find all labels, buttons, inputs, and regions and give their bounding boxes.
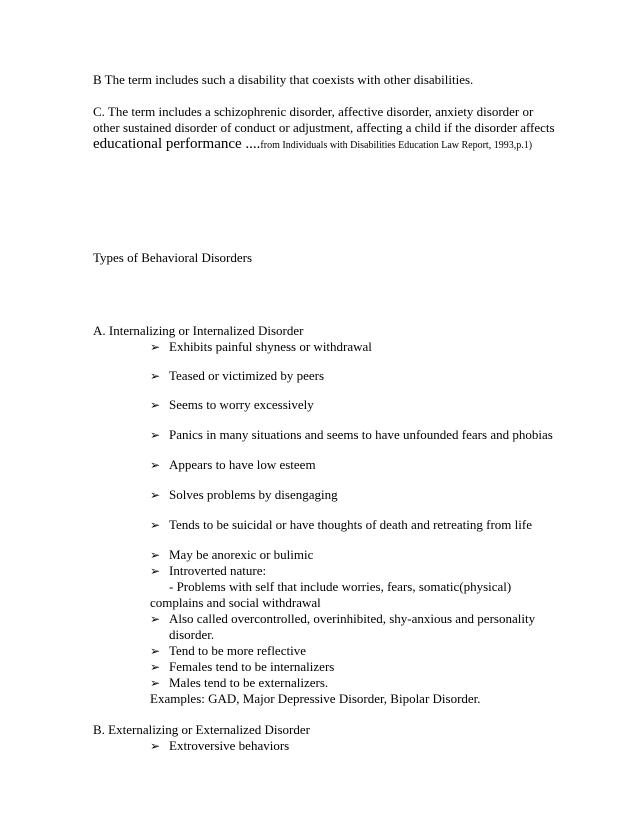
arrow-bullet-icon: ➢	[150, 644, 161, 658]
section-heading: Types of Behavioral Disorders	[93, 250, 253, 265]
arrow-bullet-icon: ➢	[150, 488, 161, 502]
arrow-bullet-icon: ➢	[150, 564, 161, 578]
arrow-bullet-icon: ➢	[150, 369, 161, 383]
introverted-detail-cont: complains and social withdrawal	[150, 595, 321, 610]
list-item: ➢ Introverted nature:	[150, 563, 267, 578]
arrow-bullet-icon: ➢	[150, 676, 161, 690]
examples-line: Examples: GAD, Major Depressive Disorder, Bipolar Disorder.	[150, 691, 481, 706]
arrow-bullet-icon: ➢	[150, 660, 161, 674]
paragraph-c-line1: C. The term includes a schizophrenic disorder, affective disorder, anxiety disorder or	[93, 104, 534, 119]
paragraph-c-line2: other sustained disorder of conduct or adjustment, affecting a child if the disorder affects	[93, 120, 555, 135]
list-item: ➢ Panics in many situations and seems to have unfounded fears and phobias	[150, 427, 553, 442]
arrow-bullet-icon: ➢	[150, 398, 161, 412]
list-item: ➢ Males tend to be externalizers.	[150, 675, 329, 690]
list-item: ➢ Extroversive behaviors	[150, 738, 290, 753]
citation: from Individuals with Disabilities Education Law Report, 1993,p.1)	[260, 140, 533, 151]
paragraph-c-line3	[93, 136, 532, 154]
list-item: ➢ Also called overcontrolled, overinhibited, shy-anxious and personality	[150, 611, 536, 626]
arrow-bullet-icon: ➢	[150, 518, 161, 532]
arrow-bullet-icon: ➢	[150, 548, 161, 562]
list-item: ➢ Seems to worry excessively	[150, 397, 314, 412]
list-item-cont: disorder.	[169, 627, 215, 642]
section-a-title: A. Internalizing or Internalized Disorder	[93, 323, 304, 338]
list-item: ➢ Tends to be suicidal or have thoughts of death and retreating from life	[150, 517, 532, 532]
introverted-detail: - Problems with self that include worries, fears, somatic(physical)	[169, 579, 512, 594]
list-item: ➢ Appears to have low esteem	[150, 457, 316, 472]
paragraph-c-main: educational performance ....	[93, 136, 261, 152]
list-item: ➢ Tend to be more reflective	[150, 643, 306, 658]
list-item: ➢ May be anorexic or bulimic	[150, 547, 314, 562]
list-item: ➢ Exhibits painful shyness or withdrawal	[150, 339, 372, 354]
arrow-bullet-icon: ➢	[150, 739, 161, 753]
arrow-bullet-icon: ➢	[150, 458, 161, 472]
section-b-title: B. Externalizing or Externalized Disorder	[93, 722, 310, 737]
list-item: ➢ Teased or victimized by peers	[150, 368, 325, 383]
paragraph-b: B The term includes such a disability that coexists with other disabilities.	[93, 72, 474, 87]
arrow-bullet-icon: ➢	[150, 612, 161, 626]
arrow-bullet-icon: ➢	[150, 340, 161, 354]
list-item: ➢ Females tend to be internalizers	[150, 659, 335, 674]
arrow-bullet-icon: ➢	[150, 428, 161, 442]
list-item: ➢ Solves problems by disengaging	[150, 487, 338, 502]
